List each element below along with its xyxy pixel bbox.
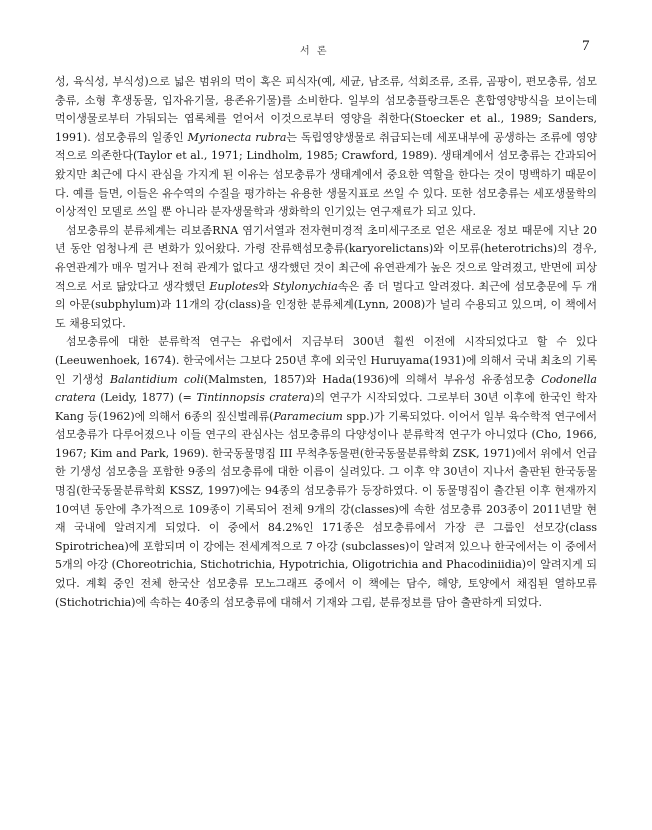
italic-term: Paramecium — [273, 409, 343, 423]
text-run: 속은 좀 더 멀다고 알려졌다. 최근에 섬모충문에 두 개의 아문(subphylum)과 11개의 강(class)을 인정한 분류체계(Lynn, 2008)가 널리 수용되고 있으며, 이 책에서도 채용되었다. — [55, 279, 597, 330]
text-run: 섬모충류의 분류체계는 리보좀RNA 염기서열과 전자현미경적 초미세구조로 얻은 새로운 정보 때문에 지난 20년 동안 엄청나게 큰 변화가 있어왔다. 가령 잔류핵섬모충류(karyorelictans)와 이모류(heterotrichs)의 경우, 유연관계가 매우 멀거나 전혀 관계가 없다고 생각했던 것이 최근에 유연관계가 높은 것으로 알려졌고, 반면에 피상적으로 서로 닮았다고 생각했던 — [55, 223, 597, 293]
paragraph-1 — [55, 73, 597, 222]
text-run: )의 연구가 시작되었다. 그로부터 30년 이후에 한국인 학자 Kang 등(1962)에 의해서 6종의 짚신벌레류( — [55, 391, 597, 423]
page-number: 7 — [582, 38, 590, 54]
italic-term: Euplotes — [209, 279, 259, 293]
text-run: 섬모충류에 대한 분류학적 연구는 유럽에서 지금부터 300년 훨씬 이전에 시작되었다고 할 수 있다(Leeuwenhoek, 1674). 한국에서는 그보다 250년 후에 외국인 Huruyama(1931)에 의해서 국내 최초의 기록인 기생성 — [55, 335, 597, 386]
italic-term: Myrionecta rubra — [187, 130, 287, 144]
text-run: 와 — [258, 279, 273, 293]
text-run: 는 독립영양생물로 취급되는데 세포내부에 공생하는 조류에 영양적으로 의존한다(Taylor et al., 1971; Lindholm, 1985; Crawford, 1989). 생태계에서 섬모충류는 간과되어 왔지만 최근에 다시 관심을 가지게 된 이유는 섬모충류가 생태계에서 중요한 역할을 한다는 것이 명백하기 때문이다. 예를 들면, 이들은 유수역의 수질을 평가하는 유용한 생물지표로 쓰일 수 있다. 또한 섬모충류는 세포생물학의 이상적인 모델로 쓰일 뿐 아니라 분자생물학과 생화학의 인기있는 연구재료가 되고 있다. — [55, 130, 597, 219]
text-run: (Leidy, 1877) (= — [95, 391, 197, 405]
italic-term: Tintinnopsis cratera — [196, 391, 311, 405]
paragraph-3 — [55, 333, 597, 612]
italic-term: Stylonychia — [272, 279, 338, 293]
italic-term: Balantidium coli — [109, 372, 204, 386]
italic-term: Codonella cratera — [55, 372, 597, 405]
text-run: spp.)가 기록되었다. 이어서 일부 육수학적 연구에서 섬모충류가 다루어졌으나 이들 연구의 관심사는 섬모충류의 다양성이나 분류학적 연구가 아니었다 (Cho, 1966, 1967; Kim and Park, 1969). 한국동물명집 III 무척추동물편(한국동물분류학회 ZSK, 1971)에서 위에서 언급한 기생성 섬모충을 포함한 9종의 섬모충류에 대한 이름이 실려있다. 그 이후 약 30년이 지나서 출판된 한국동물명집(한국동물분류학회 KSSZ, 1997)에는 94종의 섬모충류가 등장하였다. 이 동물명집이 출간된 이후 현재까지 10여년 동안에 추가적으로 109종이 기록되어 전체 9개의 강(classes)에 속한 섬모충류 203종이 2011년말 현재 국내에 알려지게 되었다. 이 중에서 84.2%인 171종은 섬모충류에서 가장 큰 그룹인 선모강(class Spirotrichea)에 포함되며 이 강에는 전세계적으로 7 아강 (subclasses)이 알려져 있으나 한국에서는 이 중에서 5개의 아강 (Choreotrichia, Stichotrichia, Hypotrichia, Oligotrichia and Phacodiniidia)이 알려지게 되었다. 계획 중인 전체 한국산 섬모충류 모노그래프 중에서 이 책에는 담수, 해양, 토양에서 채집된 열하모류(Stichotrichia)에 속하는 40종의 섬모충류에 대해서 기재와 그림, 분류정보를 담아 출판하게 되었다. — [55, 409, 597, 609]
body-text — [55, 73, 597, 612]
text-run: (Malmsten, 1857)와 Hada(1936)에 의해서 부유성 유종섬모충 — [203, 372, 542, 386]
paragraph-2 — [55, 222, 597, 334]
text-run: 성, 육식성, 부식성)으로 넓은 범위의 먹이 혹은 피식자(예, 세균, 남조류, 석회조류, 조류, 곰팡이, 편모충류, 섬모충류, 소형 후생동물, 입자유기물, 용존유기물)를 소비한다. 일부의 섬모충플랑크톤은 혼합영양방식을 보이는데 먹이생물로부터 가둬되는 엽록체를 얻어서 이것으로부터 영양을 취한다(Stoecker et al., 1989; Sanders, 1991). 섬모충류의 일종인 — [55, 75, 597, 144]
running-head: 서 론 — [300, 46, 329, 57]
